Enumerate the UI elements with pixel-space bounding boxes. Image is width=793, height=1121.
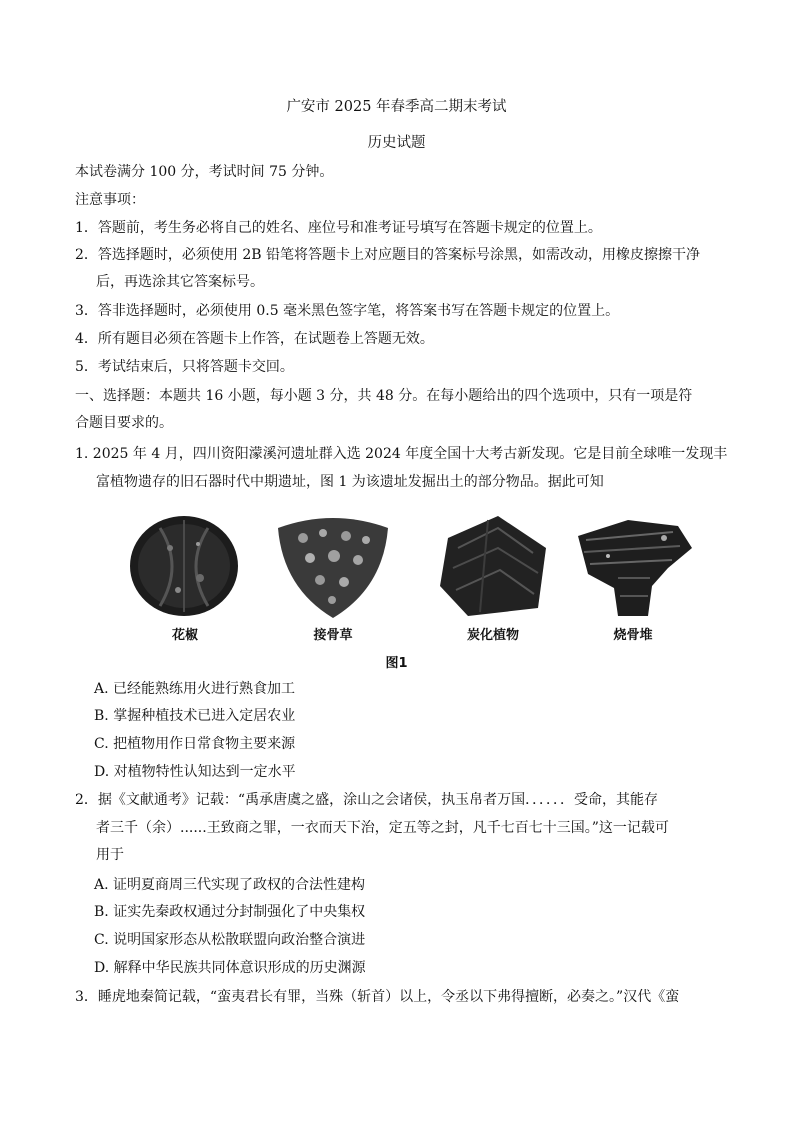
note-item: 3．答非选择题时，必须使用 0.5 毫米黑色签字笔，将答案书写在答题卡规定的位置上。 <box>75 303 620 319</box>
notes-heading: 注意事项： <box>75 192 145 208</box>
section-heading-continuation: 合题目要求的。 <box>75 415 173 431</box>
carbonized-plant-image <box>428 508 558 623</box>
question-1-option-b[interactable]: B. 掌握种植技术已进入定居农业 <box>94 708 296 724</box>
exam-intro: 本试卷满分 100 分，考试时间 75 分钟。 <box>75 164 334 180</box>
specimen-label: 炭化植物 <box>466 628 519 643</box>
question-2-stem-continuation: 者三千（余）......王致商之罪，一衣而天下治，定五等之封，凡千七百七十三国。”这一记载可 <box>96 820 669 836</box>
question-1-stem: 1. 2025 年 4 月，四川资阳濛溪河遗址群入选 2024 年度全国十大考古新发现。它是目前全球唯一发现丰 <box>75 446 728 462</box>
specimen-label: 烧骨堆 <box>613 628 653 643</box>
specimen-label: 接骨草 <box>313 628 353 643</box>
figure-1 <box>0 508 793 648</box>
section-heading: 一、选择题：本题共 16 小题，每小题 3 分，共 48 分。在每小题给出的四个选项中，只有一项是符 <box>75 388 693 404</box>
question-1-option-c[interactable]: C. 把植物用作日常食物主要来源 <box>94 736 296 752</box>
bone-pile-image <box>568 508 698 623</box>
note-item: 1．答题前，考生务必将自己的姓名、座位号和准考证号填写在答题卡规定的位置上。 <box>75 220 602 236</box>
specimen-bone-pile <box>568 508 698 648</box>
pepper-seed-image <box>120 508 250 623</box>
specimen-label: 花椒 <box>171 628 198 643</box>
question-2-stem: 2．据《文献通考》记载：“禹承唐虞之盛，涂山之会诸侯，执玉帛者万国．．．．．．受命，其能存 <box>75 792 659 808</box>
note-item: 4．所有题目必须在答题卡上作答，在试题卷上答题无效。 <box>75 331 434 347</box>
specimen-elder <box>268 508 398 648</box>
note-item: 2．答选择题时，必须使用 2B 铅笔将答题卡上对应题目的答案标号涂黑，如需改动，用橡皮擦擦干净 <box>75 247 701 263</box>
question-2-option-b[interactable]: B. 证实先秦政权通过分封制强化了中央集权 <box>94 904 366 920</box>
question-1-option-d[interactable]: D. 对植物特性认知达到一定水平 <box>94 764 296 780</box>
exam-title: 广安市 2025 年春季高二期末考试 <box>286 99 507 115</box>
question-2-option-a[interactable]: A. 证明夏商周三代实现了政权的合法性建构 <box>94 877 366 893</box>
question-1-option-a[interactable]: A. 已经能熟练用火进行熟食加工 <box>94 681 296 697</box>
note-item: 5．考试结束后，只将答题卡交回。 <box>75 359 294 375</box>
figure-caption: 图1 <box>385 656 408 671</box>
specimen-pepper <box>120 508 250 648</box>
specimen-carbonized <box>428 508 558 648</box>
question-2-option-c[interactable]: C. 说明国家形态从松散联盟向政治整合演进 <box>94 932 366 948</box>
question-2-option-d[interactable]: D. 解释中华民族共同体意识形成的历史渊源 <box>94 960 366 976</box>
note-item-continuation: 后，再选涂其它答案标号。 <box>96 274 264 290</box>
question-3-stem: 3．睡虎地秦简记载，“蛮夷君长有罪，当殊（斩首）以上，令丞以下弗得擅断，必奏之。”汉代《蛮 <box>75 989 680 1005</box>
question-1-stem-continuation: 富植物遗存的旧石器时代中期遗址，图 1 为该遗址发掘出土的部分物品。据此可知 <box>96 474 604 490</box>
question-2-stem-continuation: 用于 <box>96 847 124 863</box>
elder-seed-image <box>268 508 398 623</box>
subject-title: 历史试题 <box>367 135 426 151</box>
